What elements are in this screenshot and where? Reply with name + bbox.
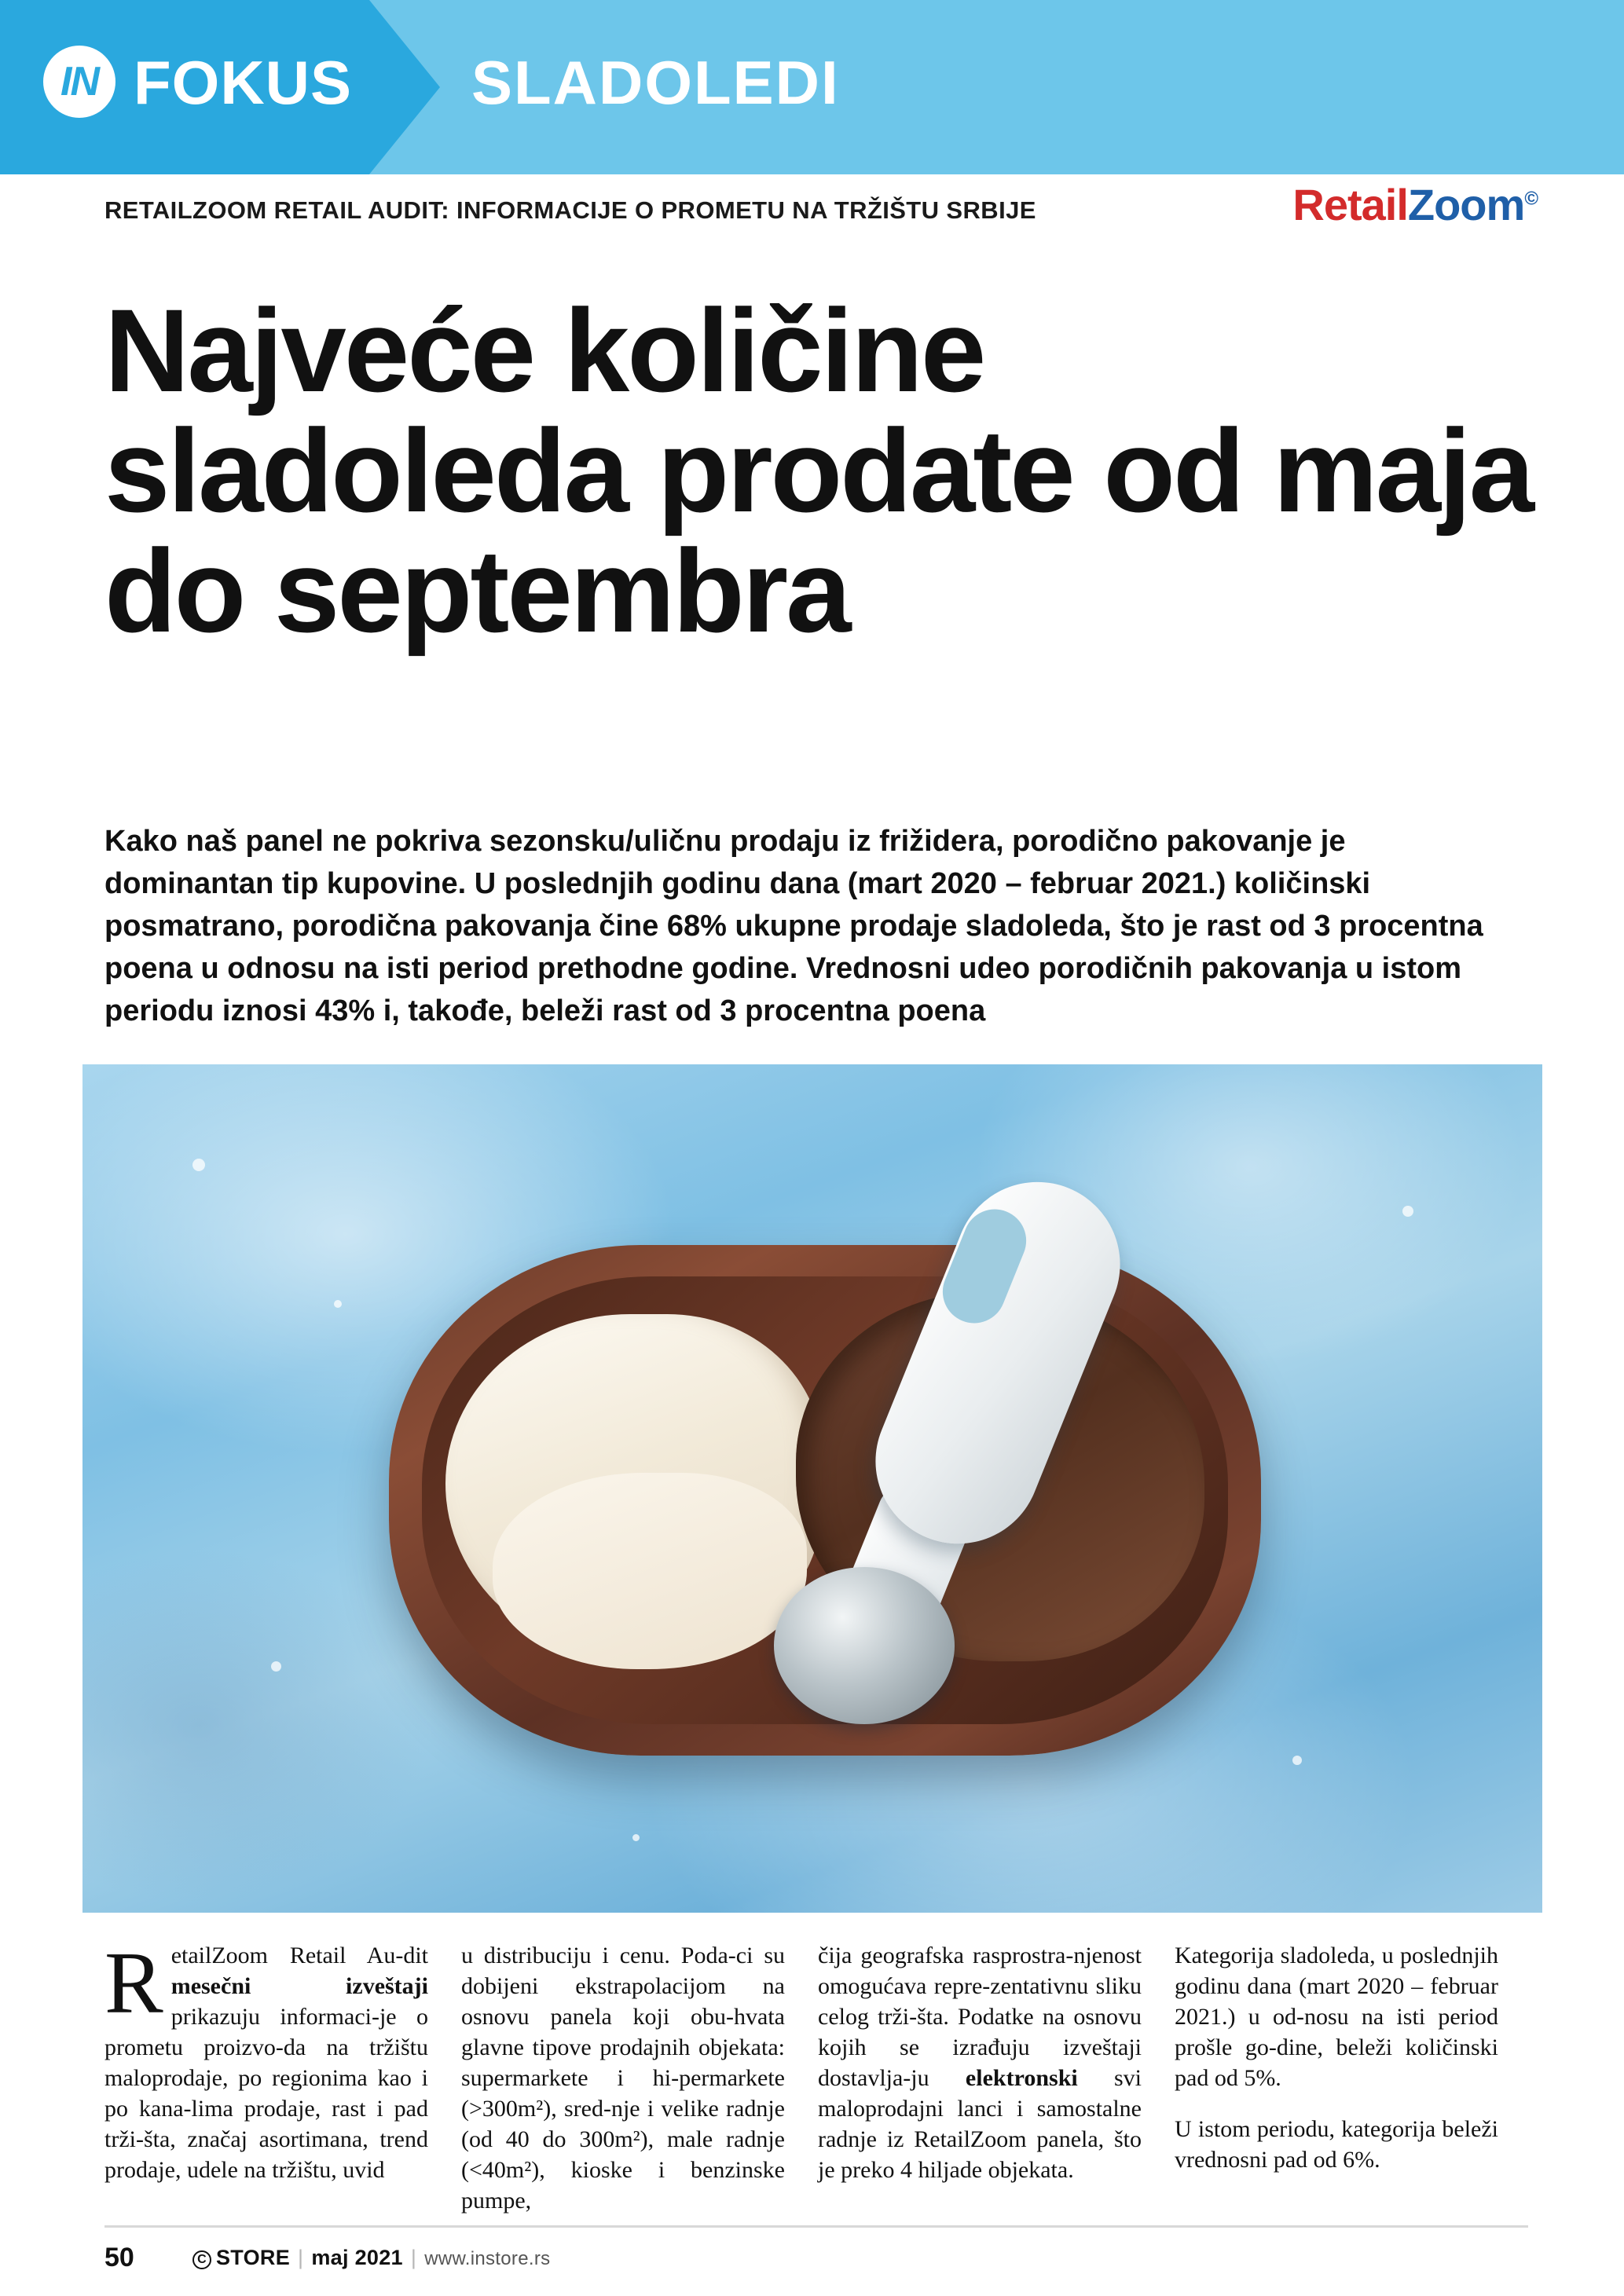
photo-speck xyxy=(192,1159,205,1171)
copyright-icon: C xyxy=(192,2250,211,2269)
body-paragraph xyxy=(818,1940,1142,2185)
body-column-3 xyxy=(818,1940,1142,2216)
body-text-run: svi maloprodajni lanci i samostalne radnje iz RetailZoom panela, što je preko 4 hiljade objekata. xyxy=(818,2065,1142,2183)
article-standfirst: Kako naš panel ne pokriva sezonsku/uličnu prodaju iz frižidera, porodično pakovanje je dominantan tip kupovine. U poslednjih godinu dana (mart 2020 – februar 2021.) količinski posmatrano, porodična pakovanja čine 68% ukupne prodaje sladoleda, što je rast od 3 procentna poena u odnosu na isti period prethodne godine. Vrednosni udeo porodičnih pakovanja u istom periodu iznosi 43% i, takođe, beleži rast od 3 procentna poena xyxy=(104,825,1483,1027)
body-column-2 xyxy=(461,1940,785,2216)
body-paragraph xyxy=(104,1935,428,2185)
body-text-run: prikazuju informaci-je o prometu proizvo-da na tržištu maloprodaje, po regionima kao i po kana-lima prodaje, rast i pad trži-šta, značaj asortimana, trend prodaje, udele na tržištu, uvid xyxy=(104,2004,428,2183)
photo-speck xyxy=(1402,1206,1413,1217)
footer-publication: STORE xyxy=(216,2246,291,2269)
body-paragraph: U istom periodu, kategorija beleži vrednosni pad od 6%. xyxy=(1175,2116,1498,2173)
masthead-fokus-label: FOKUS xyxy=(134,48,352,117)
body-column-1 xyxy=(104,1935,428,2216)
body-text-run: RetailZoom Retail Au-dit xyxy=(104,1935,428,2032)
retailzoom-logo-copyright: © xyxy=(1524,188,1538,210)
retailzoom-logo-zoom: Zoom xyxy=(1407,180,1525,229)
footer-issue: maj 2021 xyxy=(311,2246,403,2269)
masthead-arrow-shape xyxy=(369,0,440,174)
footer-divider xyxy=(104,2225,1528,2228)
masthead-section-label: SLADOLEDI xyxy=(471,48,840,117)
body-paragraph: Kategorija sladoleda, u poslednjih godinu dana (mart 2020 – februar 2021.) u od-nosu na isti period prošle go-dine, beleži količinski pad od 5%. xyxy=(1175,1943,1498,2091)
photo-speck xyxy=(1292,1756,1302,1765)
footer-url[interactable]: www.instore.rs xyxy=(424,2248,551,2269)
article-photo xyxy=(82,1064,1542,1913)
photo-speck xyxy=(632,1834,640,1841)
body-text-bold: mesečni izveštaji xyxy=(170,1973,428,1999)
instore-logo-icon: IN xyxy=(43,46,115,118)
retailzoom-logo-retail: Retail xyxy=(1292,180,1408,229)
body-column-4 xyxy=(1175,1940,1498,2216)
article-headline: Najveće količine sladoleda prodate od maja do septembra xyxy=(104,284,1533,657)
masthead-banner xyxy=(0,0,1624,174)
photo-speck xyxy=(271,1661,281,1672)
footer-separator: | xyxy=(410,2246,417,2269)
body-paragraph: u distribuciju i cenu. Poda-ci su dobijeni ekstrapolacijom na osnovu panela koji obu-hvata glavne tipove prodajnih objekata: supermarkete i hi-permarkete (>300m²), sred-nje i velike radnje (od 40 do 300m²), male radnje (<40m²), kioske i benzinske pumpe, xyxy=(461,1943,785,2214)
footer-meta xyxy=(192,2246,550,2270)
photo-speck xyxy=(334,1300,342,1308)
retailzoom-logo xyxy=(1292,179,1538,230)
vanilla-ice-cream-lower xyxy=(493,1473,807,1669)
footer-separator: | xyxy=(298,2246,304,2269)
ice-cream-scoop-bowl xyxy=(774,1567,955,1724)
body-text-bold: elektronski xyxy=(965,2065,1078,2091)
subheader-kicker: RETAILZOOM RETAIL AUDIT: INFORMACIJE O PROMETU NA TRŽIŠTU SRBIJE xyxy=(104,196,1036,224)
body-text-run: čija geografska rasprostra-njenost omogućava repre-zentativnu sliku celog trži-šta. Podatke na osnovu kojih se izrađuju izveštaji dostavlja-ju xyxy=(818,1943,1142,2091)
article-body-columns xyxy=(104,1935,1528,2216)
page-footer xyxy=(0,2225,1624,2296)
page-number: 50 xyxy=(104,2243,134,2272)
